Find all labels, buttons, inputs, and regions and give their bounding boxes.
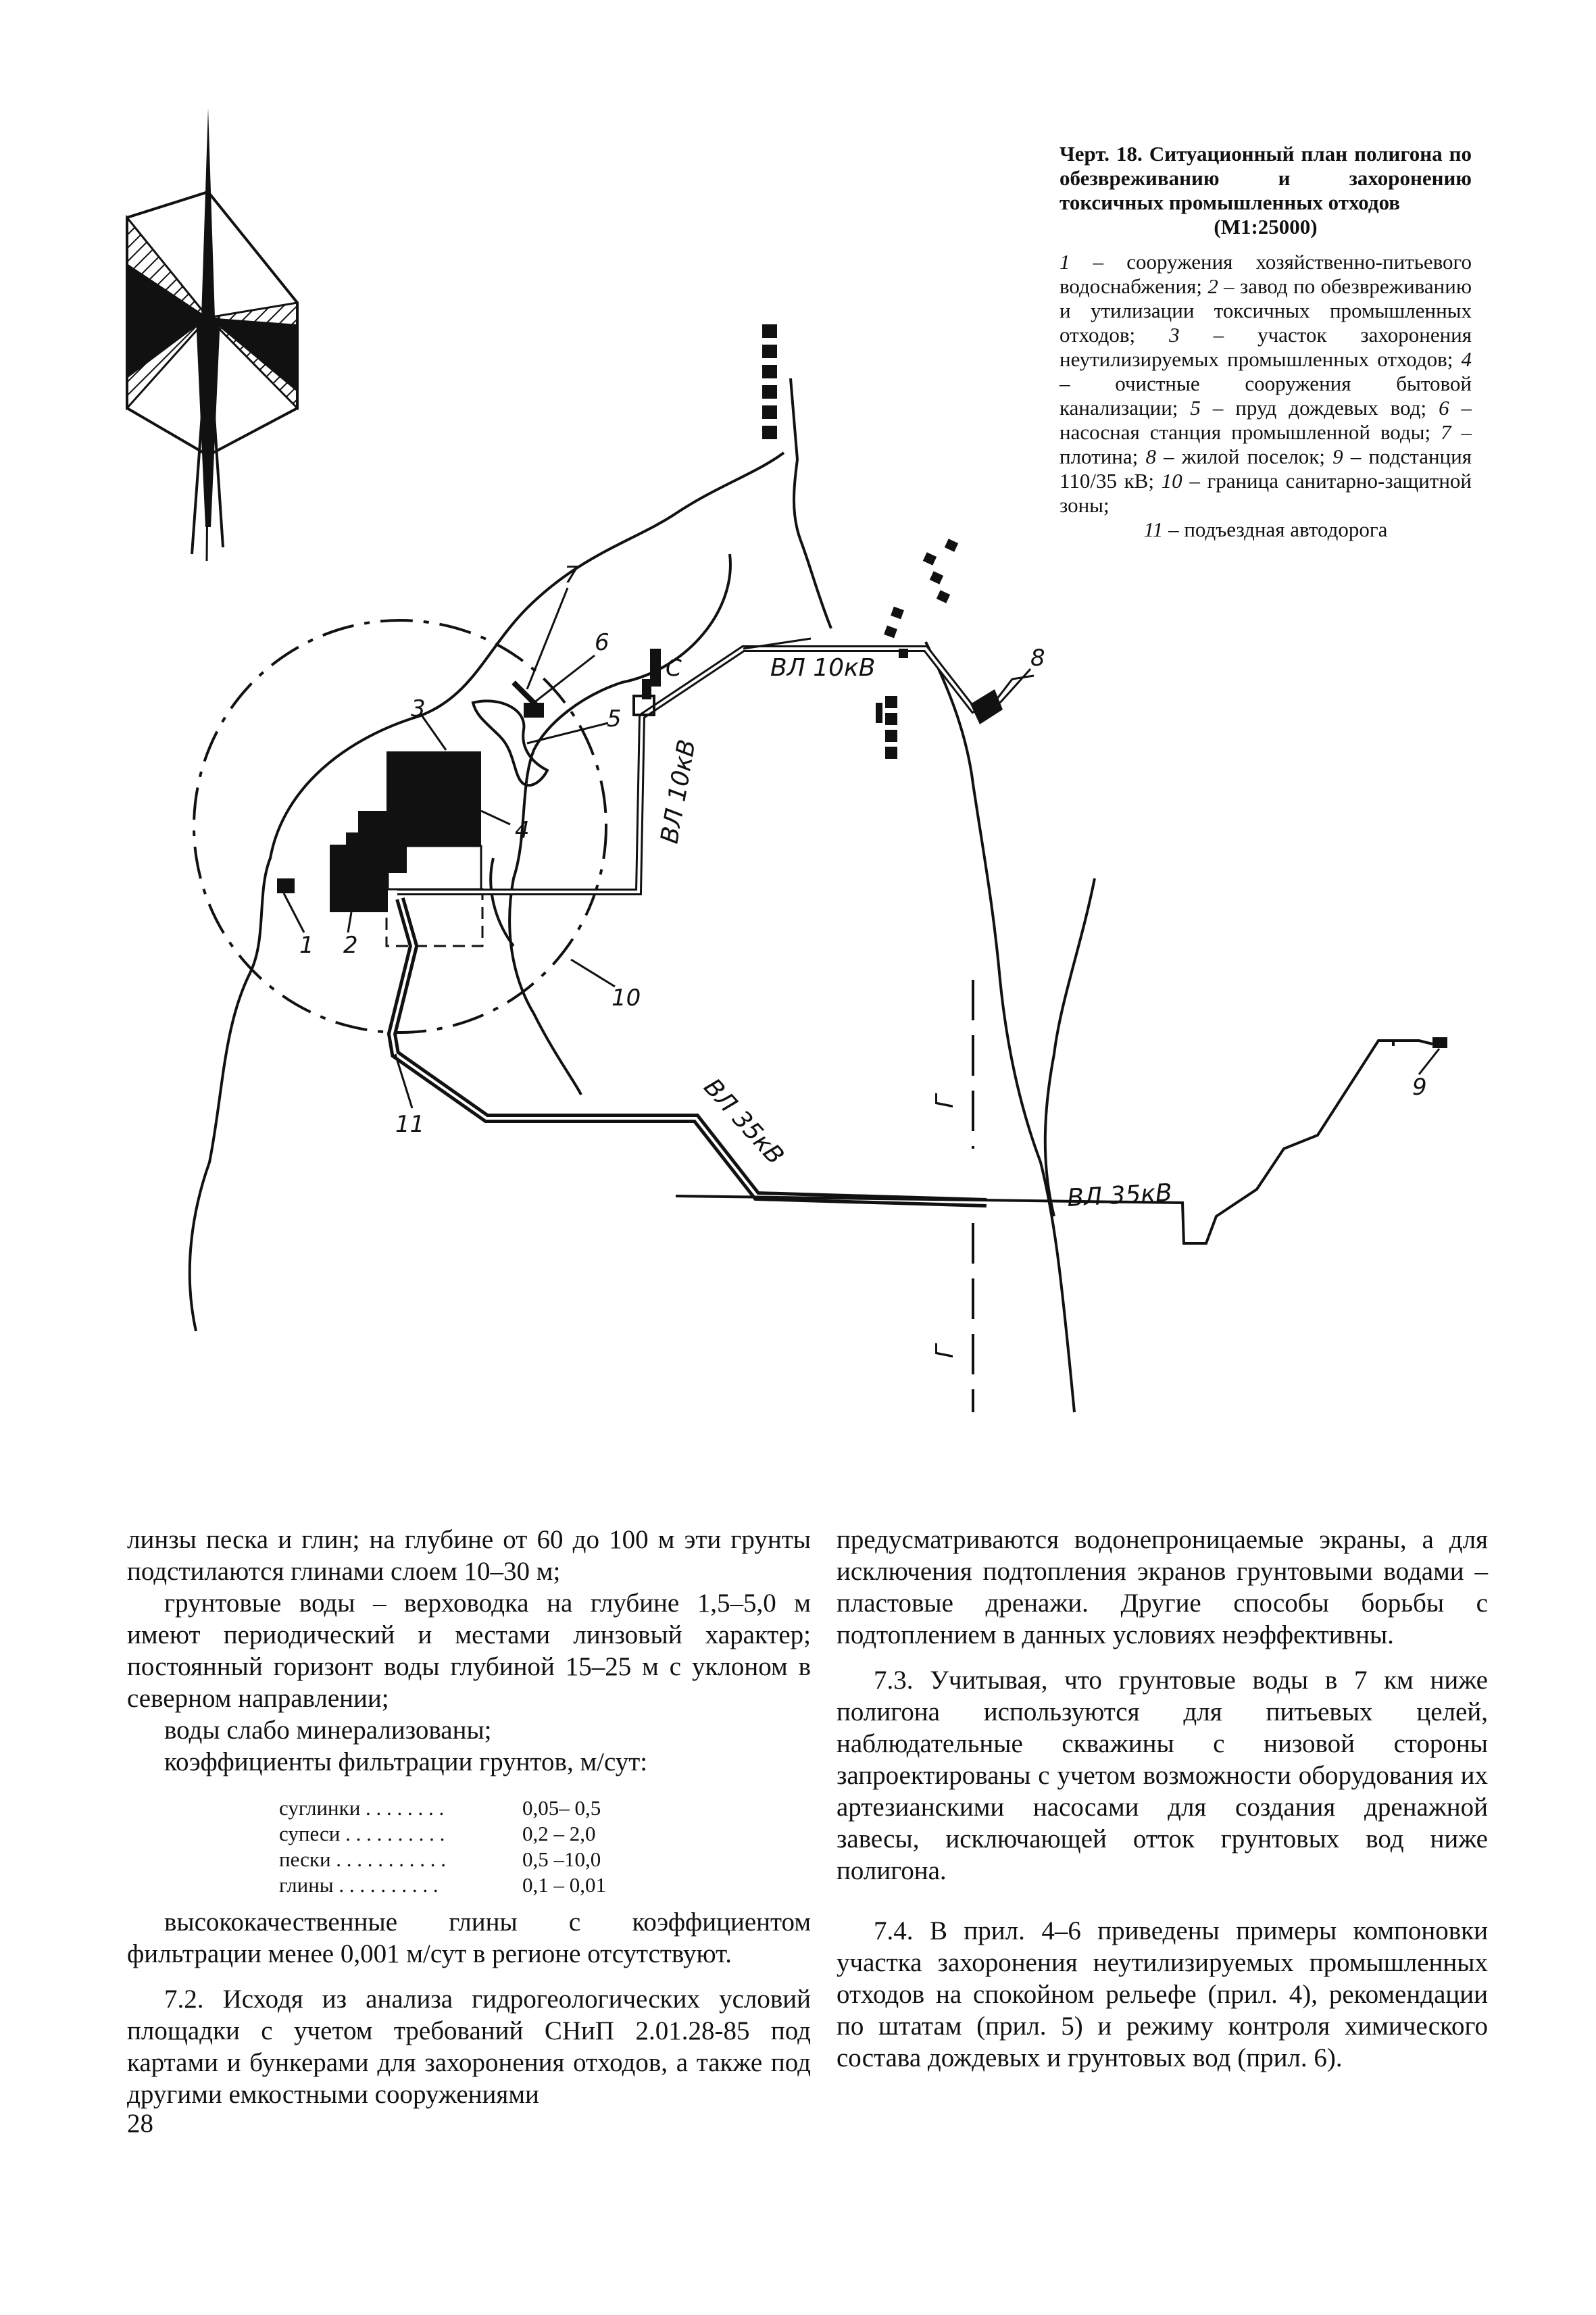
figure-legend-last: 11 – подъездная автодорога xyxy=(1143,518,1388,541)
left-column xyxy=(127,1524,811,2110)
paragraph: высококачественные глины с коэффициентом фильтрации менее 0,001 м/сут в регионе отсутствуют. xyxy=(127,1908,811,1968)
figure-title: Черт. 18. Ситуационный план полигона по обезвреживанию и захоронению токсичных промышленных отходов xyxy=(1059,142,1472,214)
soil-name: суглинки . . . . . . . . xyxy=(279,1796,445,1820)
legend-text: жилой поселок; xyxy=(1181,445,1325,468)
terrain-lines xyxy=(190,378,1095,1412)
soil-name: супеси . . . . . . . . . . xyxy=(279,1822,445,1845)
map-label-5: 5 xyxy=(607,705,622,732)
paragraph: линзы песка и глин; на глубине от 60 до 100 м эти грунты подстилаются глинами слоем 10–30 м; xyxy=(127,1525,811,1586)
legend-text: очистные сооружения бытовой канализации; xyxy=(1059,372,1472,420)
table-row xyxy=(279,1847,811,1872)
plant-2 xyxy=(330,845,388,912)
map-label-8: 8 xyxy=(1030,645,1045,672)
paragraph: воды слабо минерализованы; xyxy=(164,1716,492,1745)
tank-block xyxy=(642,679,651,699)
soil-name: глины . . . . . . . . . . xyxy=(279,1873,439,1897)
legend-num: 10 xyxy=(1161,469,1182,493)
legend-text: сооружения хозяйственно-питьевого водоснабжения; xyxy=(1059,250,1472,298)
legend-num: 1 xyxy=(1059,250,1070,274)
legend-num: 7 xyxy=(1441,420,1451,444)
figure-scale: (М1:25000) xyxy=(1214,215,1318,239)
map-label-9: 9 xyxy=(1412,1074,1427,1101)
map-label-11: 11 xyxy=(395,1111,425,1138)
tank-block xyxy=(650,649,661,687)
legend-text: подъездная автодорога xyxy=(1184,518,1388,541)
legend-text: подстанция 110/35 кВ; xyxy=(1059,445,1472,493)
legend-num: 9 xyxy=(1332,445,1343,468)
paragraph: коэффициенты фильтрации грунтов, м/сут: xyxy=(164,1747,648,1776)
power-line-label: ВЛ 10кВ xyxy=(655,737,701,846)
map-label-2: 2 xyxy=(343,932,358,959)
legend-text: завод по обезвреживанию и утилизации токсичных промышленных отходов; xyxy=(1059,274,1472,347)
soil-value: 0,2 – 2,0 xyxy=(522,1822,596,1845)
filtration-table xyxy=(279,1795,811,1898)
settlement-8 xyxy=(970,689,1003,724)
pump-station-6 xyxy=(524,703,544,718)
figure-caption xyxy=(1059,142,1472,542)
gully-marks xyxy=(931,980,973,1412)
paragraph: 7.4. В прил. 4–6 приведены примеры компоновки участка захоронения неутилизируемых промышленных отходов на спокойном рельефе (прил. 4), рекомендации по штатам (прил. 5) и режиму контроля химического состава дождевых и грунтовых вод (прил. 6). xyxy=(837,1916,1488,2072)
burial-site-3 xyxy=(386,751,481,846)
table-row xyxy=(279,1821,811,1847)
soil-value: 0,1 – 0,01 xyxy=(522,1873,606,1897)
legend-text: насосная станция промышленной воды; xyxy=(1059,420,1431,444)
soil-value: 0,05– 0,5 xyxy=(522,1796,601,1820)
power-line-label: ВЛ 35кВ xyxy=(1066,1178,1173,1212)
legend-text: граница санитарно-защитной зоны; xyxy=(1059,469,1472,517)
soil-name: пески . . . . . . . . . . . xyxy=(279,1847,447,1871)
legend-text: плотина; xyxy=(1059,445,1139,468)
map-label-10: 10 xyxy=(612,985,641,1012)
access-road xyxy=(392,899,987,1203)
legend-num: 6 xyxy=(1439,396,1449,420)
paragraph: грунтовые воды – верховодка на глубине 1,5–5,0 м имеют периодический и местами линзовый характер; постоянный горизонт воды глубиной 15–25 м с уклоном в северном направлении; xyxy=(127,1589,811,1713)
map-label-7: 7 xyxy=(564,562,579,589)
legend-num: 11 xyxy=(1143,518,1164,541)
paragraph: 7.3. Учитывая, что грунтовые воды в 7 км ниже полигона используются для питьевых целей, наблюдательные скважины с низовой стороны запроектированы с учетом возможности оборудования их артезианскими насосами для создания дренажной завесы, исключающей отток грунтовых вод ниже полигона. xyxy=(837,1666,1488,1885)
legend-num: 5 xyxy=(1190,396,1201,420)
table-row xyxy=(279,1872,811,1898)
table-row xyxy=(279,1795,811,1821)
map-label-6: 6 xyxy=(595,629,609,656)
legend-text: пруд дождевых вод; xyxy=(1235,396,1427,420)
figure-legend: 1 – сооружения хозяйственно-питьевого водоснабжения; 2 – завод по обезвреживанию и утилизации токсичных промышленных отходов; 3 – участок захоронения неутилизируемых промышленных отходов; 4 – очистные сооружения бытовой канализации; 5 – пруд дождевых вод; 6 – насосная станция промышленной воды; 7 – плотина; 8 – жилой поселок; 9 – подстанция 110/35 кВ; 10 – граница санитарно-защитной зоны; xyxy=(1059,250,1472,517)
water-supply-1 xyxy=(277,878,295,893)
paragraph: 7.2. Исходя из анализа гидрогеологических условий площадки с учетом требований СНиП 2.01.28-85 под картами и бункерами для захоронения отходов, а также под другими емкостными сооружениями xyxy=(127,1985,811,2109)
map-label-1: 1 xyxy=(299,932,314,959)
right-column xyxy=(837,1524,1488,2074)
legend-num: 2 xyxy=(1207,274,1218,298)
legend-num: 8 xyxy=(1145,445,1156,468)
legend-num: 4 xyxy=(1461,347,1472,371)
map-label-4: 4 xyxy=(515,817,530,844)
paragraph: предусматриваются водонепроницаемые экраны, а для исключения подтопления экранов грунтовыми водами – пластовые дренажи. Другие способы борьбы с подтоплением в данных условиях неэффективны. xyxy=(837,1525,1488,1649)
legend-num: 3 xyxy=(1169,323,1180,347)
power-line-label: ВЛ 10кВ xyxy=(770,654,876,682)
power-line-label: ВЛ 35кВ xyxy=(698,1073,789,1170)
gully-mark-label: Г xyxy=(931,1344,959,1358)
substation-label: С xyxy=(666,655,682,682)
soil-value: 0,5 –10,0 xyxy=(522,1847,601,1871)
page-number: 28 xyxy=(127,2109,153,2138)
legend-text: участок захоронения неутилизируемых промышленных отходов; xyxy=(1059,323,1472,371)
map-label-3: 3 xyxy=(411,695,426,722)
substation-9 xyxy=(1432,1037,1447,1048)
north-arrow-icon xyxy=(127,108,297,561)
gully-mark-label: Г xyxy=(931,1094,959,1108)
